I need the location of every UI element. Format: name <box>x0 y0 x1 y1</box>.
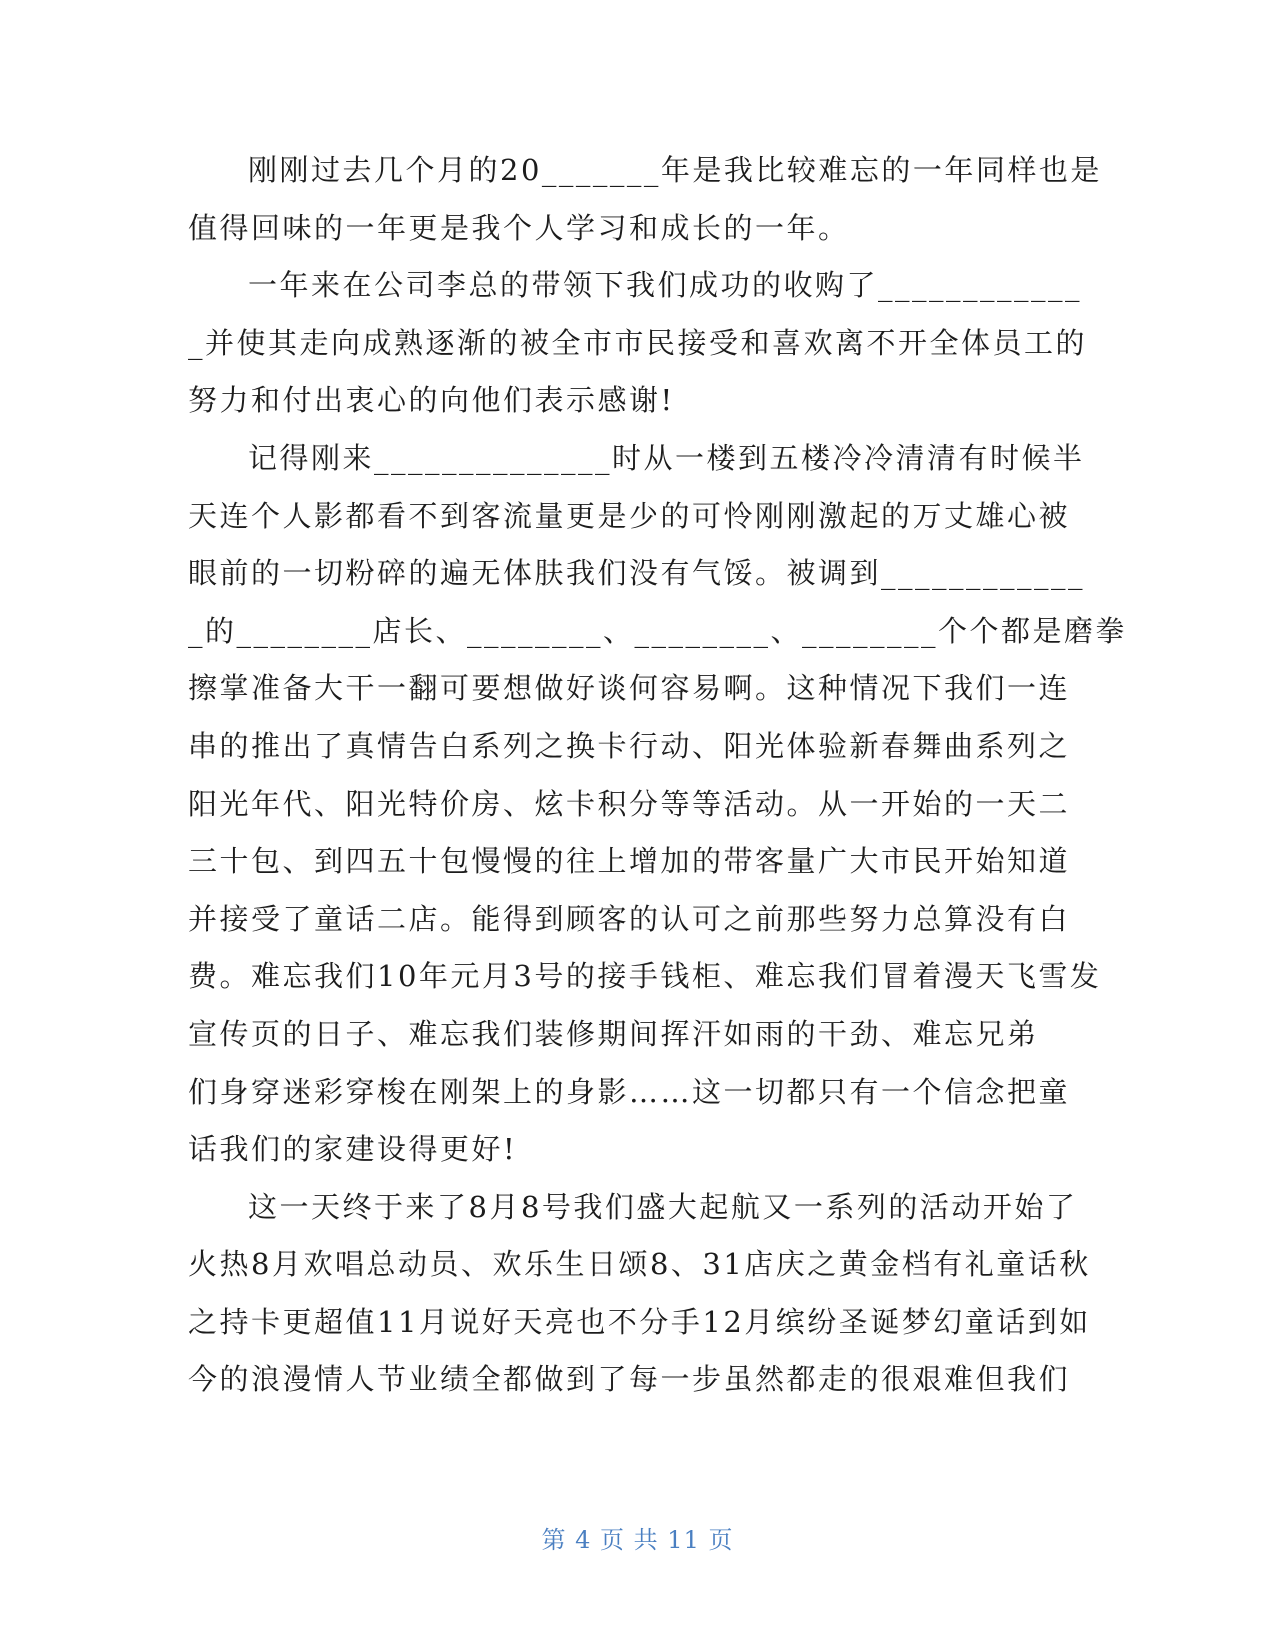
paragraph-line: _的________店长、________、________、________个个都是磨拳 <box>188 613 1128 648</box>
paragraph-line: 一年来在公司李总的带领下我们成功的收购了____________ <box>248 268 1083 303</box>
paragraph-line: 们身穿迷彩穿梭在刚架上的身影……这一切都只有一个信念把童 <box>188 1074 1071 1109</box>
paragraph-line: 这一天终于来了8月8号我们盛大起航又一系列的活动开始了 <box>248 1189 1078 1224</box>
paragraph-line: 三十包、到四五十包慢慢的往上增加的带客量广大市民开始知道 <box>188 844 1071 879</box>
paragraph-line: 费。难忘我们10年元月3号的接手钱柜、难忘我们冒着漫天飞雪发 <box>188 959 1102 994</box>
paragraph-line: 火热8月欢唱总动员、欢乐生日颂8、31店庆之黄金档有礼童话秋 <box>188 1247 1091 1282</box>
body-text <box>188 142 1128 1409</box>
paragraph-line: 并接受了童话二店。能得到顾客的认可之前那些努力总算没有白 <box>188 901 1071 936</box>
paragraph-line: 宣传页的日子、难忘我们装修期间挥汗如雨的干劲、难忘兄弟 <box>188 1016 1039 1051</box>
page-number-footer: 第 4 页 共 11 页 <box>541 1526 734 1554</box>
paragraph-line: 天连个人影都看不到客流量更是少的可怜刚刚激起的万丈雄心被 <box>188 498 1071 533</box>
paragraph-line: 值得回味的一年更是我个人学习和成长的一年。 <box>188 210 850 245</box>
paragraph-line: 话我们的家建设得更好! <box>188 1132 518 1167</box>
paragraph-line: 刚刚过去几个月的20_______年是我比较难忘的一年同样也是 <box>248 153 1102 187</box>
paragraph-line: 之持卡更超值11月说好天亮也不分手12月缤纷圣诞梦幻童话到如 <box>188 1304 1091 1339</box>
paragraph-line: 记得刚来______________时从一楼到五楼冷冷清清有时候半 <box>248 440 1085 475</box>
paragraph-line: 眼前的一切粉碎的遍无体肤我们没有气馁。被调到____________ <box>188 556 1086 591</box>
paragraph-line: 擦掌准备大干一翻可要想做好谈何容易啊。这种情况下我们一连 <box>188 671 1071 706</box>
paragraph-line: 今的浪漫情人节业绩全都做到了每一步虽然都走的很艰难但我们 <box>188 1362 1071 1397</box>
paragraph-line: 串的推出了真情告白系列之换卡行动、阳光体验新春舞曲系列之 <box>188 728 1071 763</box>
paragraph-line: _并使其走向成熟逐渐的被全市市民接受和喜欢离不开全体员工的 <box>188 325 1088 360</box>
paragraph-line: 阳光年代、阳光特价房、炫卡积分等等活动。从一开始的一天二 <box>188 786 1071 821</box>
paragraph-line: 努力和付出衷心的向他们表示感谢! <box>188 383 675 418</box>
